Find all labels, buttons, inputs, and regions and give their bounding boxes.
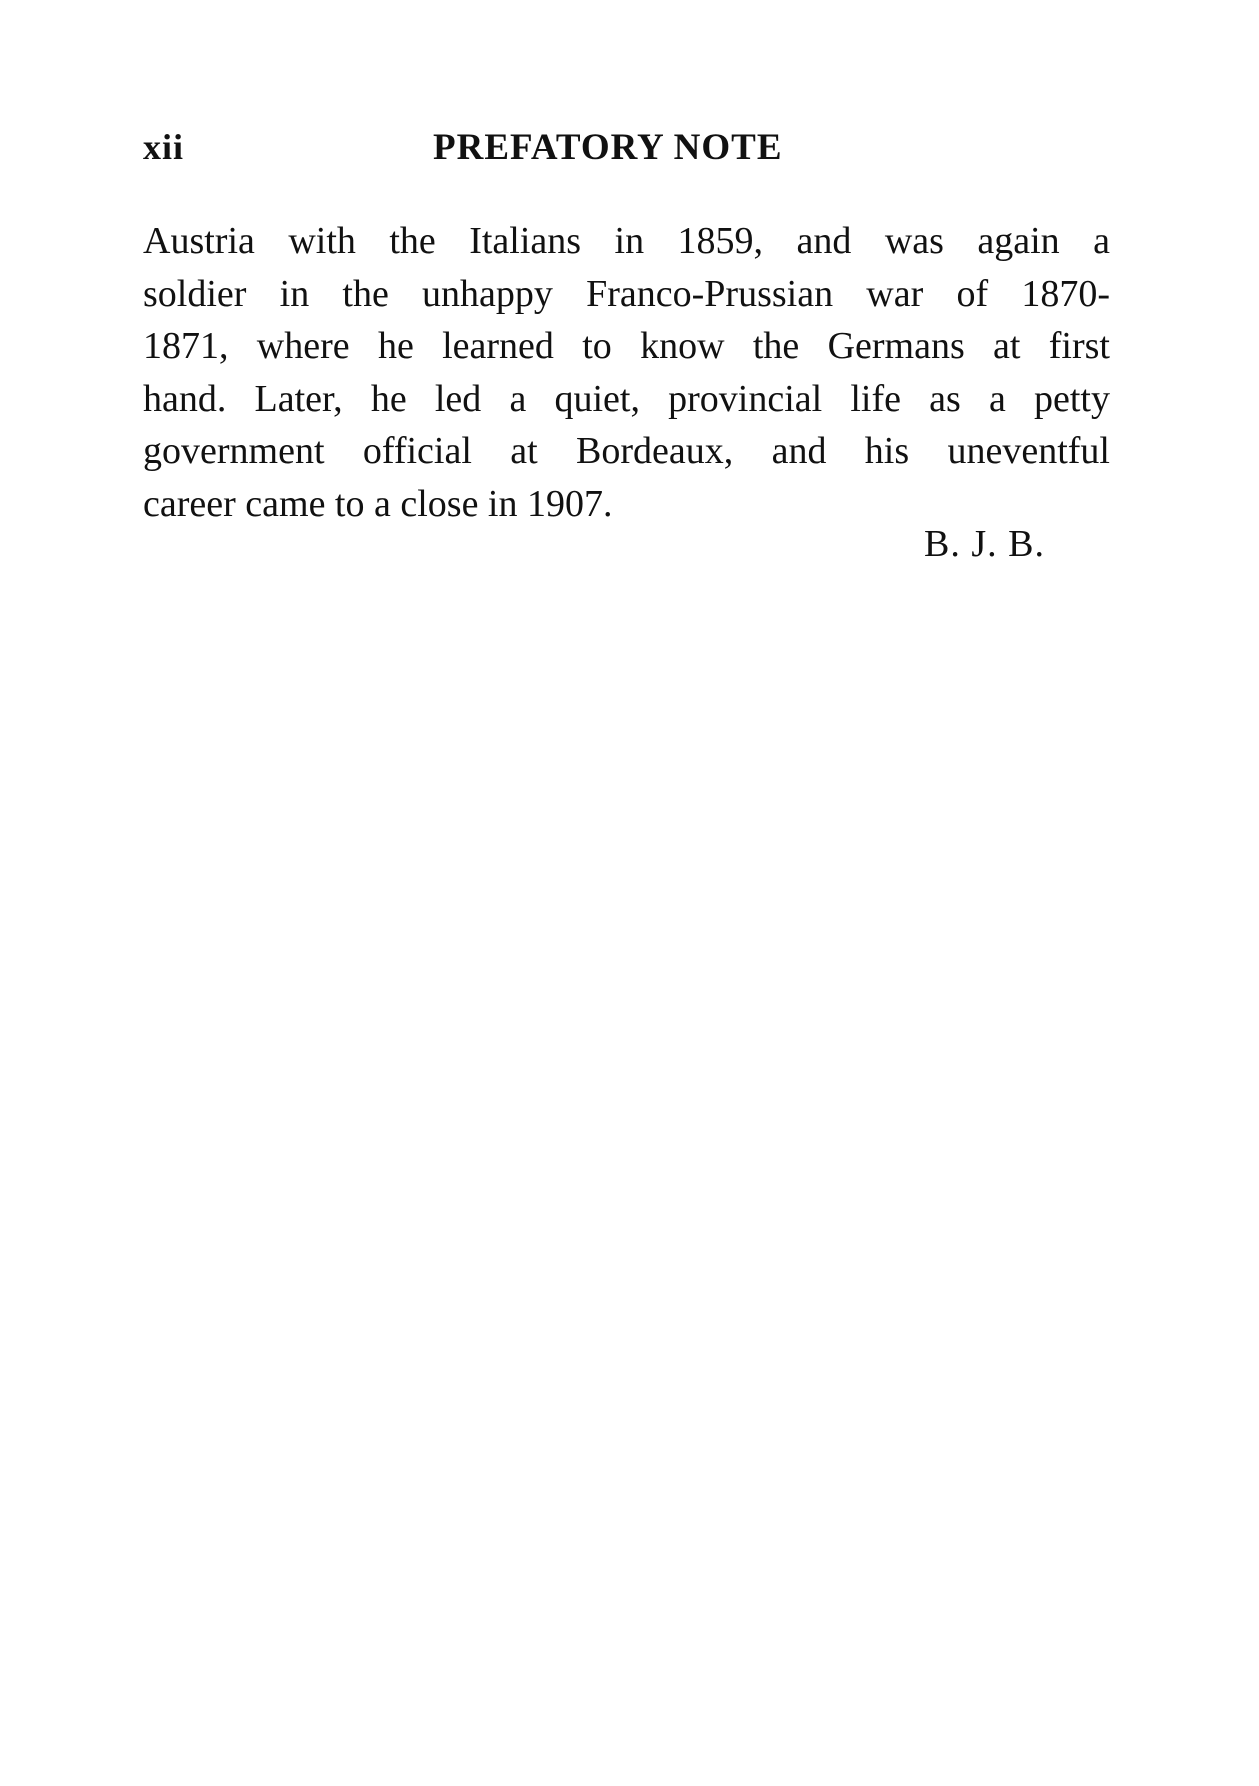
author-initials: B. J. B. [924, 523, 1045, 565]
body-line: 1871, where he learned to know the Germans at first [143, 325, 1110, 367]
page-title: PREFATORY NOTE [433, 127, 783, 168]
body-line: soldier in the unhappy Franco-Prussian war of 1870- [143, 272, 1110, 315]
body-line: government official at Bordeaux, and his uneventful [143, 430, 1110, 472]
body-line: Austria with the Italians in 1859, and was again a [143, 220, 1110, 262]
page-number: xii [143, 127, 185, 167]
body-line: career came to a close in 1907. [143, 482, 613, 525]
body-line: hand. Later, he led a quiet, provincial life as a petty [143, 377, 1110, 420]
running-head [143, 126, 1110, 186]
body-paragraph [143, 215, 1110, 530]
